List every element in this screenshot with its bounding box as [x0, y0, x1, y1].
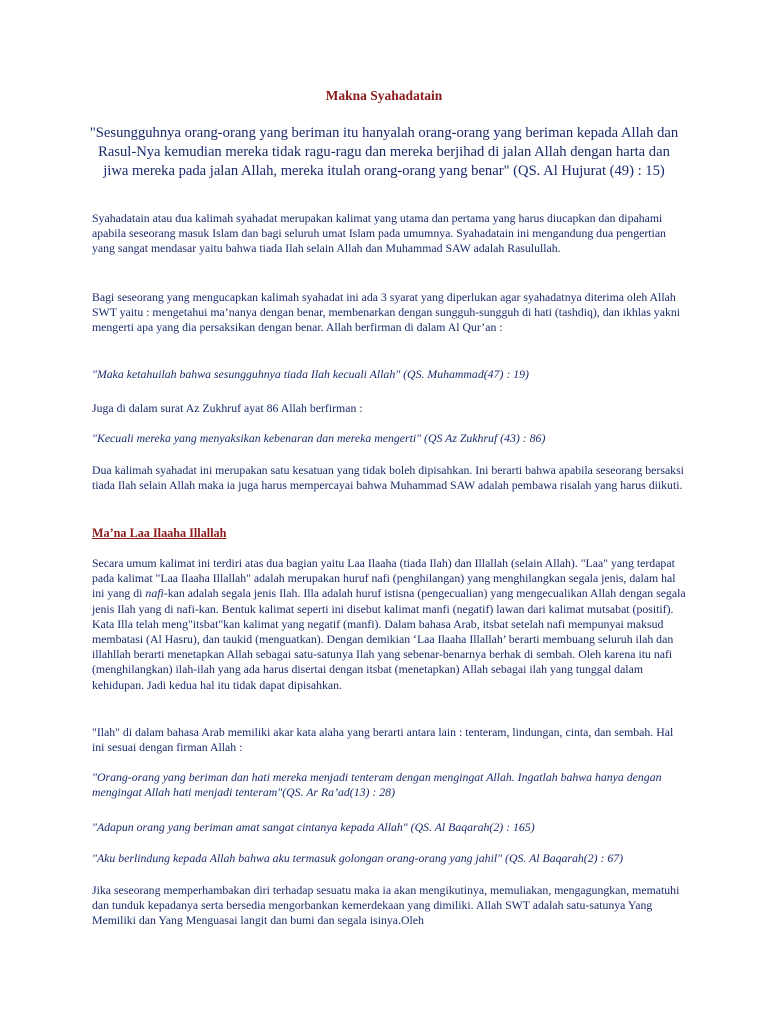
paragraph-laa-ilaaha-part-b: -kan adalah segala jenis Ilah. Illa adalah huruf istisna (pengecualian) yang mengecualikan Allah dengan segala jenis Ilah yang di nafi-kan. Bentuk kalimat seperti ini disebut kalimat manfi (negatif) lawan dari kalimat mutsabat (positif). Kata Illa telah meng"itsbat"kan kalimat yang negatif (manfi). Dalam bahasa Arab, itsbat setelah nafi mempunyai maksud membatasi (Al Hasru), dan taukid (menguatkan). Dengan demikian ‘Laa Ilaaha Illallah’ berarti membuang seluruh ilah dan illahllah berarti menetapkan Allah sebagai satu-satunya Ilah yang sebenar-benarnya berhak di sembah. Oleh karena itu nafi (menghilangkan) ilah-ilah yang ada harus disertai dengan itsbat (menetapkan) Allah sebagai ilah yang tunggal dalam kehidupan. Jadi kedua hal itu tidak dapat dipisahkan. — [92, 586, 686, 692]
quote-al-baqarah-165: "Adapun orang yang beriman amat sangat cintanya kepada Allah" (QS. Al Baqarah(2) : 165) — [92, 820, 535, 834]
quote-zukhruf: "Kecuali mereka yang menyaksikan kebenaran dan mereka mengerti" (QS Az Zukhruf (43) : 86) — [92, 431, 546, 445]
paragraph-laa-ilaaha-nafi-term: nafi — [145, 586, 164, 601]
opening-quote: "Sesungguhnya orang-orang yang beriman itu hanyalah orang-orang yang beriman kepada Allah dan Rasul-Nya kemudian mereka tidak ragu-ragu dan mereka berjihad di jalan Allah dengan harta dan jiwa mereka pada jalan Allah, mereka itulah orang-orang yang benar" (QS. Al Hujurat (49) : 15) — [89, 125, 679, 179]
section-heading-laa-ilaaha: Ma’na Laa Ilaaha Illallah — [92, 526, 227, 540]
paragraph-ilah-meaning: "Ilah" di dalam bahasa Arab memiliki akar kata alaha yang berarti antara lain : tenteram, lindungan, cinta, dan sembah. Hal ini sesuai dengan firman Allah : — [92, 725, 674, 755]
quote-muhammad: "Maka ketahuilah bahwa sesungguhnya tiada Ilah kecuali Allah" (QS. Muhammad(47) : 19) — [92, 367, 529, 381]
paragraph-zukhruf-intro: Juga di dalam surat Az Zukhruf ayat 86 Allah berfirman : — [92, 401, 363, 415]
paragraph-laa-ilaaha-part-a: Secara umum kalimat ini terdiri atas dua bagian yaitu Laa Ilaaha (tiada Ilah) dan Illallah (selain Allah). "Laa" yang terdapat pada kalimat "Laa Ilaaha Illallah" adalah merupakan huruf nafi (penghilangan) yang menghilangkan segala jenis, dalam hal ini yang di — [92, 556, 676, 601]
paragraph-kesatuan: Dua kalimah syahadat ini merupakan satu kesatuan yang tidak boleh dipisahkan. Ini berarti bahwa apabila seseorang bersaksi tiada Ilah selain Allah maka ia juga harus mempercayai bahwa Muhammad SAW adalah pembawa risalah yang harus diikuti. — [92, 463, 684, 493]
quote-al-baqarah-67: "Aku berlindung kepada Allah bahwa aku termasuk golongan orang-orang yang jahil" (QS. Al Baqarah(2) : 67) — [92, 851, 624, 865]
paragraph-syarat: Bagi seseorang yang mengucapkan kalimah syahadat ini ada 3 syarat yang diperlukan agar syahadatnya diterima oleh Allah SWT yaitu : mengetahui ma’nanya dengan benar, membenarkan dengan sungguh-sungguh di hati (tashdiq), dan ikhlas yakni mengerti apa yang dia persaksikan dengan benar. Allah berfirman di dalam Al Qur’an : — [92, 290, 681, 335]
quote-ar-raad: "Orang-orang yang beriman dan hati mereka menjadi tenteram dengan mengingat Allah. Ingatlah bahwa hanya dengan mengingat Allah hati menjadi tenteram"(QS. Ar Ra’ad(13) : 28) — [92, 770, 662, 800]
document-title: Makna Syahadatain — [325, 88, 443, 103]
paragraph-intro: Syahadatain atau dua kalimah syahadat merupakan kalimat yang utama dan pertama yang harus diucapkan dan dipahami apabila seseorang masuk Islam dan bagi seluruh umat Islam pada umumnya. Syahadatain ini mengandung dua pengertian yang sangat mendasar yaitu bahwa tiada Ilah selain Allah dan Muhammad SAW adalah Rasulullah. — [92, 211, 666, 256]
paragraph-memperhambakan: Jika seseorang memperhambakan diri terhadap sesuatu maka ia akan mengikutinya, memuliakan, mengagungkan, mematuhi dan tunduk kepadanya serta bersedia mengorbankan kemerdekaan yang dimiliki. Allah SWT adalah satu-satunya Yang Memiliki dan Yang Menguasai langit dan bumi dan segala isinya.Oleh — [92, 883, 680, 928]
paragraph-laa-ilaaha — [92, 556, 686, 693]
